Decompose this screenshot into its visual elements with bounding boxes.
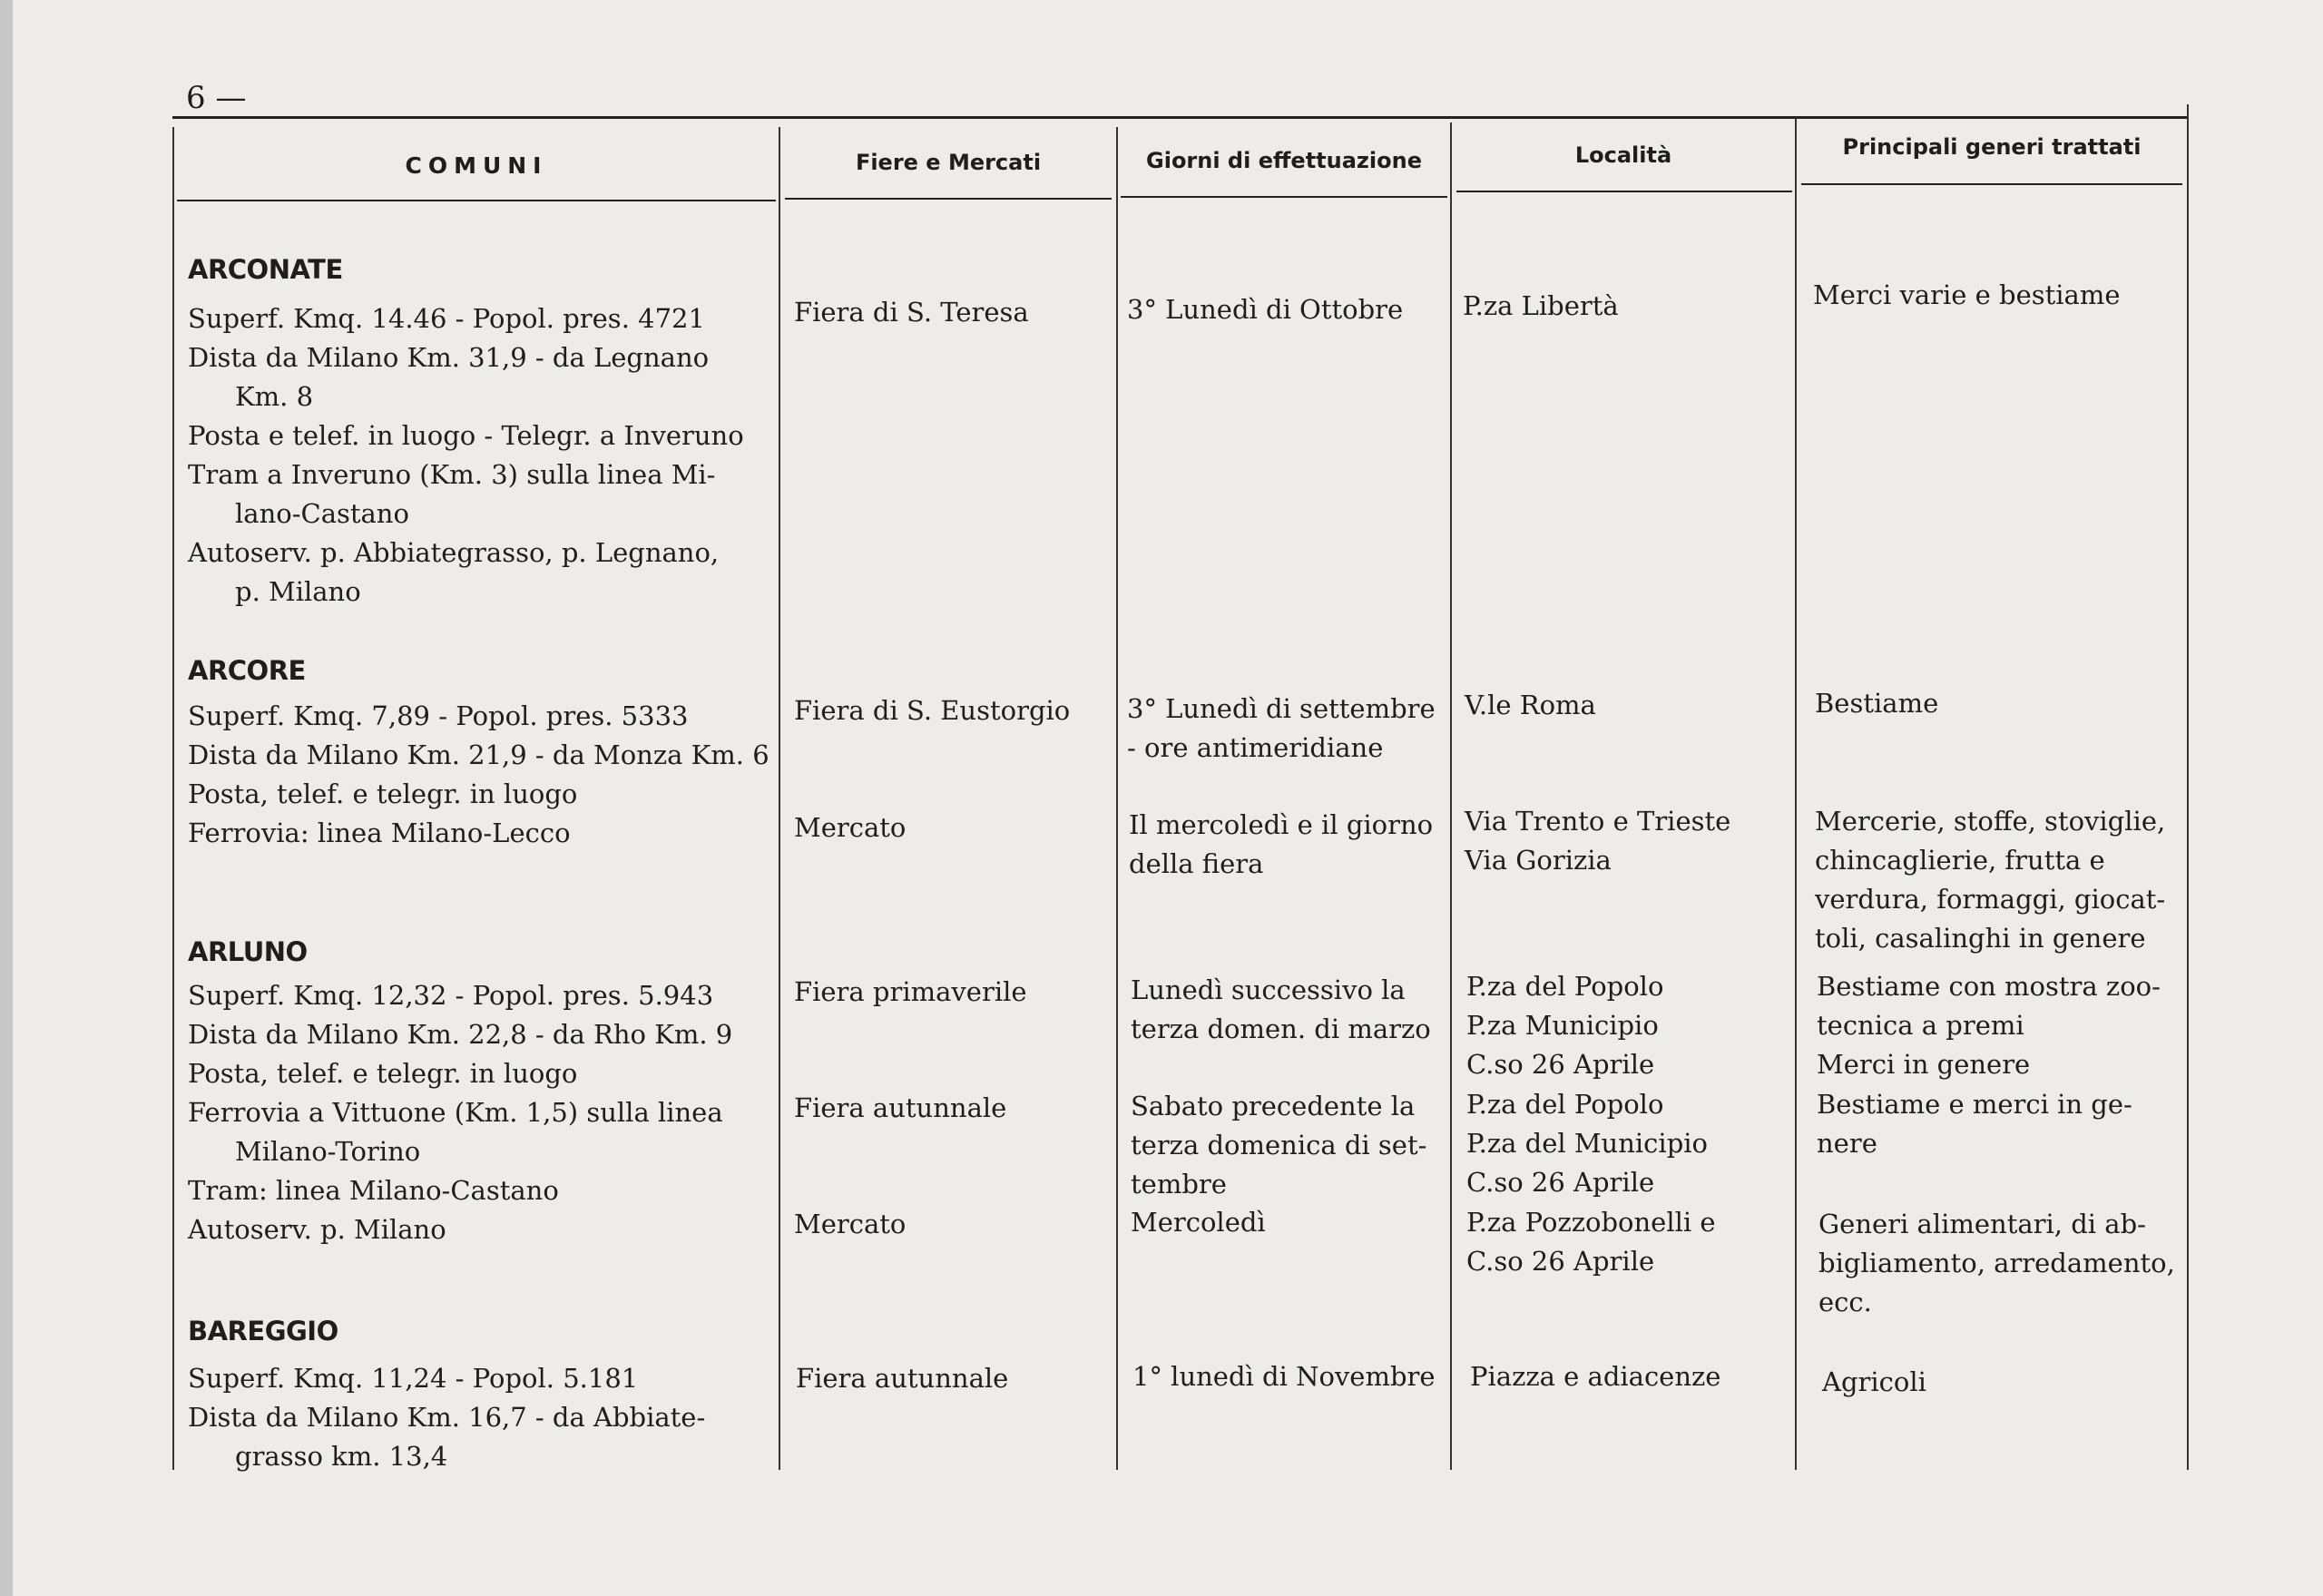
arconate-generi: Merci varie e bestiame	[1813, 279, 2121, 310]
localita-line: P.za del Municipio	[1466, 1128, 1708, 1159]
detail-line: Posta e telef. in luogo - Telegr. a Inveruno	[188, 420, 744, 451]
detail-line: Tram: linea Milano-Castano	[188, 1175, 559, 1206]
detail-line: Ferrovia a Vittuone (Km. 1,5) sulla linea	[188, 1097, 723, 1128]
detail-line: Superf. Kmq. 7,89 - Popol. pres. 5333	[188, 700, 689, 731]
header-bottom-rule-localita	[1456, 191, 1792, 192]
generi-line: Merci in genere	[1817, 1049, 2031, 1080]
detail-line: Superf. Kmq. 11,24 - Popol. 5.181	[188, 1363, 639, 1394]
bareggio-giorni: 1° lunedì di Novembre	[1132, 1361, 1436, 1392]
arconate-giorni: 3° Lunedì di Ottobre	[1127, 294, 1404, 325]
generi-line: Generi alimentari, di ab-	[1818, 1209, 2146, 1239]
arluno-giorni-3: Mercoledì	[1131, 1207, 1266, 1238]
comune-arcore-details	[188, 697, 769, 853]
generi-line: verdura, formaggi, giocat-	[1815, 884, 2166, 915]
arluno-localita-3	[1466, 1203, 1716, 1281]
header-bottom-rule-fiere	[785, 198, 1112, 200]
giorni-line: 3° Lunedì di settembre	[1127, 693, 1436, 724]
arluno-generi-1	[1817, 967, 2161, 1084]
detail-line: Dista da Milano Km. 31,9 - da Legnano	[188, 342, 710, 373]
localita-line: C.so 26 Aprile	[1466, 1049, 1655, 1080]
detail-line: Posta, telef. e telegr. in luogo	[188, 1058, 578, 1089]
generi-line: ecc.	[1818, 1287, 1872, 1317]
localita-line: P.za Pozzobonelli e	[1466, 1207, 1716, 1238]
detail-line: Ferrovia: linea Milano-Lecco	[188, 818, 571, 848]
arcore-fiera-2: Mercato	[794, 812, 907, 843]
generi-line: Bestiame con mostra zoo-	[1817, 971, 2161, 1002]
arluno-giorni-1	[1131, 971, 1431, 1049]
arcore-generi-2	[1815, 802, 2182, 958]
localita-line: P.za del Popolo	[1466, 1089, 1664, 1120]
page-edge-shadow	[0, 0, 13, 1596]
header-fiere: Fiere e Mercati	[855, 150, 1042, 175]
arluno-generi-2	[1817, 1085, 2132, 1163]
detail-line: Km. 8	[235, 381, 314, 412]
arcore-localita-1: V.le Roma	[1465, 690, 1596, 720]
generi-line: bigliamento, arredamento,	[1818, 1248, 2175, 1278]
arconate-fiera: Fiera di S. Teresa	[794, 297, 1029, 328]
detail-line: Dista da Milano Km. 16,7 - da Abbiate-	[188, 1402, 706, 1433]
comune-bareggio-details	[188, 1359, 705, 1476]
localita-line: Via Trento e Trieste	[1465, 806, 1731, 837]
localita-line: P.za del Popolo	[1466, 971, 1664, 1002]
generi-line: nere	[1817, 1128, 1877, 1159]
giorni-line: terza domenica di set-	[1131, 1130, 1427, 1160]
bareggio-generi: Agricoli	[1822, 1366, 1926, 1397]
localita-line: Via Gorizia	[1465, 845, 1612, 876]
bareggio-fiera: Fiera autunnale	[796, 1363, 1009, 1394]
detail-line: Superf. Kmq. 14.46 - Popol. pres. 4721	[188, 303, 705, 334]
detail-line: Dista da Milano Km. 21,9 - da Monza Km. 6	[188, 739, 769, 770]
table-top-rule	[172, 116, 2187, 119]
giorni-line: tembre	[1131, 1169, 1227, 1199]
arluno-generi-3	[1818, 1205, 2175, 1322]
detail-line: Superf. Kmq. 12,32 - Popol. pres. 5.943	[188, 980, 714, 1011]
giorni-line: Il mercoledì e il giorno	[1129, 809, 1434, 840]
comune-arluno-name: ARLUNO	[188, 936, 308, 967]
detail-line: Tram a Inveruno (Km. 3) sulla linea Mi-	[188, 459, 716, 490]
arluno-localita-2	[1466, 1085, 1708, 1202]
detail-line: Autoserv. p. Milano	[188, 1214, 446, 1245]
giorni-line: terza domen. di marzo	[1131, 1013, 1431, 1044]
arluno-fiera-2: Fiera autunnale	[794, 1092, 1007, 1123]
detail-line: lano-Castano	[235, 498, 409, 529]
detail-line: p. Milano	[235, 576, 361, 607]
localita-line: P.za Municipio	[1466, 1010, 1659, 1041]
comune-bareggio-name: BAREGGIO	[188, 1316, 338, 1346]
column-rule-2	[1116, 127, 1118, 1470]
header-bottom-rule-giorni	[1121, 196, 1447, 198]
arcore-giorni-1	[1127, 690, 1436, 768]
detail-line: grasso km. 13,4	[235, 1441, 448, 1472]
arluno-fiera-1: Fiera primaverile	[794, 976, 1027, 1007]
arcore-fiera-1: Fiera di S. Eustorgio	[794, 695, 1071, 726]
arluno-fiera-3: Mercato	[794, 1209, 907, 1239]
column-rule-1	[779, 127, 780, 1470]
localita-line: C.so 26 Aprile	[1466, 1167, 1655, 1198]
comune-arconate-details	[188, 299, 744, 612]
detail-line: Milano-Torino	[235, 1136, 421, 1167]
header-bottom-rule-generi	[1801, 183, 2182, 185]
page-number: 6 —	[186, 80, 247, 116]
generi-line: Mercerie, stoffe, stoviglie,	[1815, 806, 2166, 837]
comune-arluno-details	[188, 976, 732, 1249]
arluno-giorni-2	[1131, 1087, 1426, 1204]
generi-line: tecnica a premi	[1817, 1010, 2024, 1041]
detail-line: Posta, telef. e telegr. in luogo	[188, 778, 578, 809]
giorni-line: Sabato precedente la	[1131, 1091, 1416, 1121]
comune-arcore-name: ARCORE	[188, 655, 306, 686]
column-rule-right	[2187, 104, 2189, 1470]
localita-line: C.so 26 Aprile	[1466, 1246, 1655, 1277]
comune-arconate-name: ARCONATE	[188, 254, 343, 285]
detail-line: Dista da Milano Km. 22,8 - da Rho Km. 9	[188, 1019, 733, 1050]
header-bottom-rule-comuni	[177, 200, 776, 201]
giorni-line: della fiera	[1129, 848, 1264, 879]
column-rule-left	[172, 127, 174, 1470]
column-rule-3	[1450, 122, 1452, 1470]
giorni-line: - ore antimeridiane	[1127, 732, 1384, 763]
arconate-localita: P.za Libertà	[1463, 290, 1619, 321]
arcore-giorni-2	[1129, 806, 1433, 884]
detail-line: Autoserv. p. Abbiategrasso, p. Legnano,	[188, 537, 720, 568]
generi-line: chincaglierie, frutta e	[1815, 845, 2105, 876]
header-giorni: Giorni di effettuazione	[1146, 148, 1422, 173]
bareggio-localita: Piazza e adiacenze	[1470, 1361, 1721, 1392]
header-localita: Località	[1574, 142, 1672, 168]
column-rule-4	[1795, 118, 1797, 1470]
header-comuni: COMUNI	[405, 152, 548, 179]
giorni-line: Lunedì successivo la	[1131, 974, 1406, 1005]
header-generi: Principali generi trattati	[1842, 134, 2142, 160]
generi-line: toli, casalinghi in genere	[1815, 923, 2146, 954]
generi-line: Bestiame e merci in ge-	[1817, 1089, 2132, 1120]
arcore-localita-2	[1465, 802, 1730, 880]
arluno-localita-1	[1466, 967, 1663, 1084]
arcore-generi-1: Bestiame	[1815, 688, 1939, 719]
